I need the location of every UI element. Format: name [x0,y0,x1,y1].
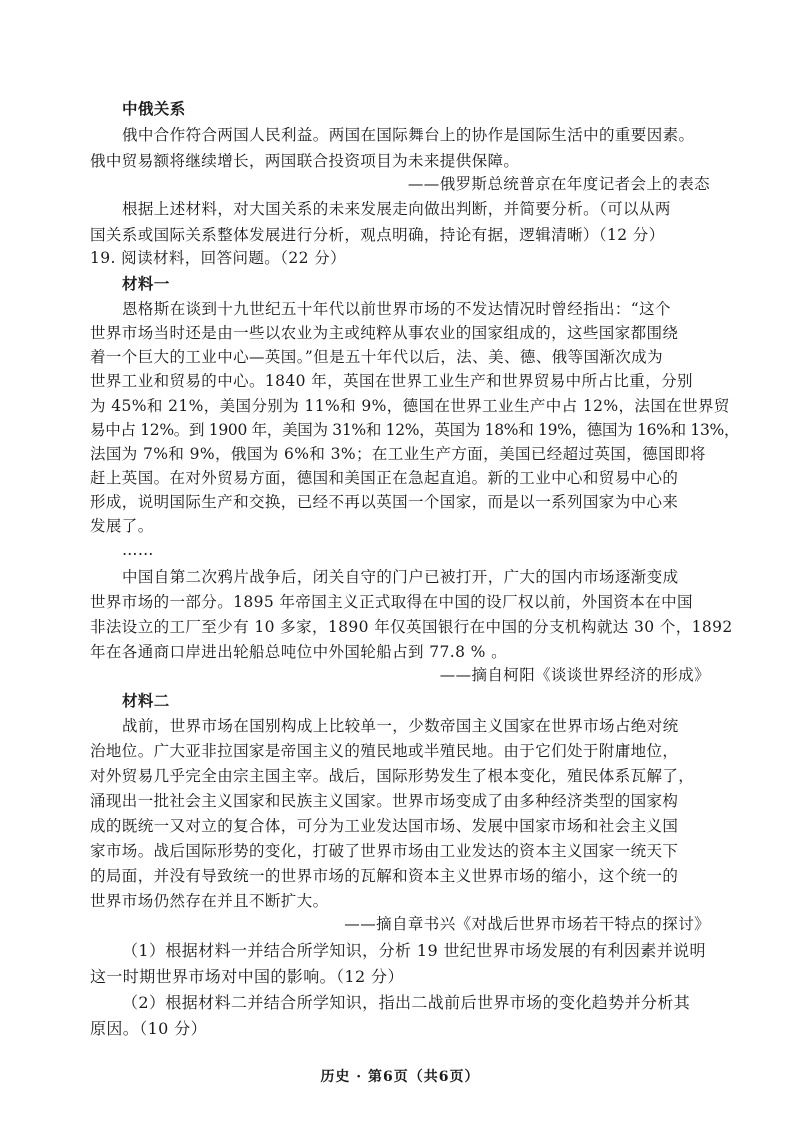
material2-line: 治地位。广大亚非拉国家是帝国主义的殖民地或半殖民地。由于它们处于附庸地位， [90,742,679,760]
material1-line: 世界工业和贸易的中心。1840 年，英国在世界工业生产和世界贸易中所占比重，分别 [90,372,693,390]
question-2-line: 原因。（10 分） [90,1019,208,1038]
material1-line: 世界市场当时还是由一些以农业为主或纯粹从事农业的国家组成的，这些国家都围绕 [90,324,679,342]
material1-line: 为 45%和 21%，美国分别为 11%和 9%，德国在世界工业生产中占 12%，法国在世界贸 [90,397,730,415]
material2-source: ——摘自章书兴《对战后世界市场若干特点的探讨》 [344,915,710,933]
material1-ellipsis: …… [122,541,154,559]
page-footer: 历史 · 第6页（共6页） [320,1069,480,1085]
material2-line: 的局面，并没有导致统一的世界市场的瓦解和资本主义世界市场的缩小，这个统一的 [90,867,679,885]
material2-line: 战前，世界市场在国别构成上比较单一，少数帝国主义国家在世界市场占绝对统 [122,717,679,735]
material2-line: 成的既统一又对立的复合体，可分为工业发达国市场、发展中国家市场和社会主义国 [90,817,679,835]
material1-line: 非法设立的工厂至少有 10 多家，1890 年仅英国银行在中国的分支机构就达 30 个，1892 [90,618,733,636]
material1-line: 年在各通商口岸进出轮船总吨位中外国轮船占到 77.8 % 。 [90,643,508,661]
section-title: 中俄关系 [122,99,186,118]
putin-quote-line: 俄中合作符合两国人民利益。两国在国际舞台上的协作是国际生活中的重要因素。 [122,126,695,144]
material1-line: 法国为 7%和 9%，俄国为 6%和 3%；在工业生产方面，美国已经超过英国，德国即将 [90,445,706,463]
material1-line: 中国自第二次鸦片战争后，闭关自守的门户已被打开，广大的国内市场逐渐变成 [122,568,679,586]
q18-prompt-line: 根据上述材料，对大国关系的未来发展走向做出判断，并简要分析。（可以从两 [122,200,671,218]
material1-line: 易中占 12%。到 1900 年，美国为 31%和 12%，英国为 18%和 19%，德国为 16%和 13%， [90,421,740,439]
material1-label: 材料一 [122,274,170,293]
material1-source: ——摘自柯阳《谈谈世界经济的形成》 [439,666,710,684]
putin-quote-source: ——俄罗斯总统普京在年度记者会上的表态 [407,175,710,193]
material1-line: 着一个巨大的工业中心—英国。”但是五十年代以后，法、美、德、俄等国渐次成为 [90,348,663,366]
material1-line: 恩格斯在谈到十九世纪五十年代以前世界市场的不发达情况时曾经指出：“这个 [122,300,671,318]
material2-line: 对外贸易几乎完全由宗主国主宰。战后，国际形势发生了根本变化，殖民体系瓦解了， [90,767,695,785]
question-1-line: （1）根据材料一并结合所学知识，分析 19 世纪世界市场发展的有利因素并说明 [122,941,706,960]
material1-line: 赶上英国。在对外贸易方面，德国和美国正在急起直追。新的工业中心和贸易中心的 [90,469,679,487]
material2-line: 家市场。战后国际形势的变化，打破了世界市场由工业发达的资本主义国家一统天下 [90,842,679,860]
q19-header: 19. 阅读材料，回答问题。（22 分） [90,249,346,267]
material2-line: 世界市场仍然存在并且不断扩大。 [90,892,329,910]
material2-label: 材料二 [122,691,170,710]
question-1-line: 这一时期世界市场对中国的影响。（12 分） [90,967,404,986]
material1-line: 世界市场的一部分。1895 年帝国主义正式取得在中国的设厂权以前，外国资本在中国 [90,593,693,611]
material1-line: 形成，说明国际生产和交换，已经不再以英国一个国家，而是以一系列国家为中心来 [90,493,679,511]
q18-prompt-line: 国关系或国际关系整体发展进行分析，观点明确，持论有据，逻辑清晰）（12 分） [90,226,665,244]
material1-line: 发展了。 [90,517,154,535]
putin-quote-line: 俄中贸易额将继续增长，两国联合投资项目为未来提供保障。 [90,152,520,170]
question-2-line: （2）根据材料二并结合所学知识，指出二战前后世界市场的变化趋势并分析其 [122,993,691,1012]
material2-line: 涌现出一批社会主义国家和民族主义国家。世界市场变成了由多种经济类型的国家构 [90,792,679,810]
